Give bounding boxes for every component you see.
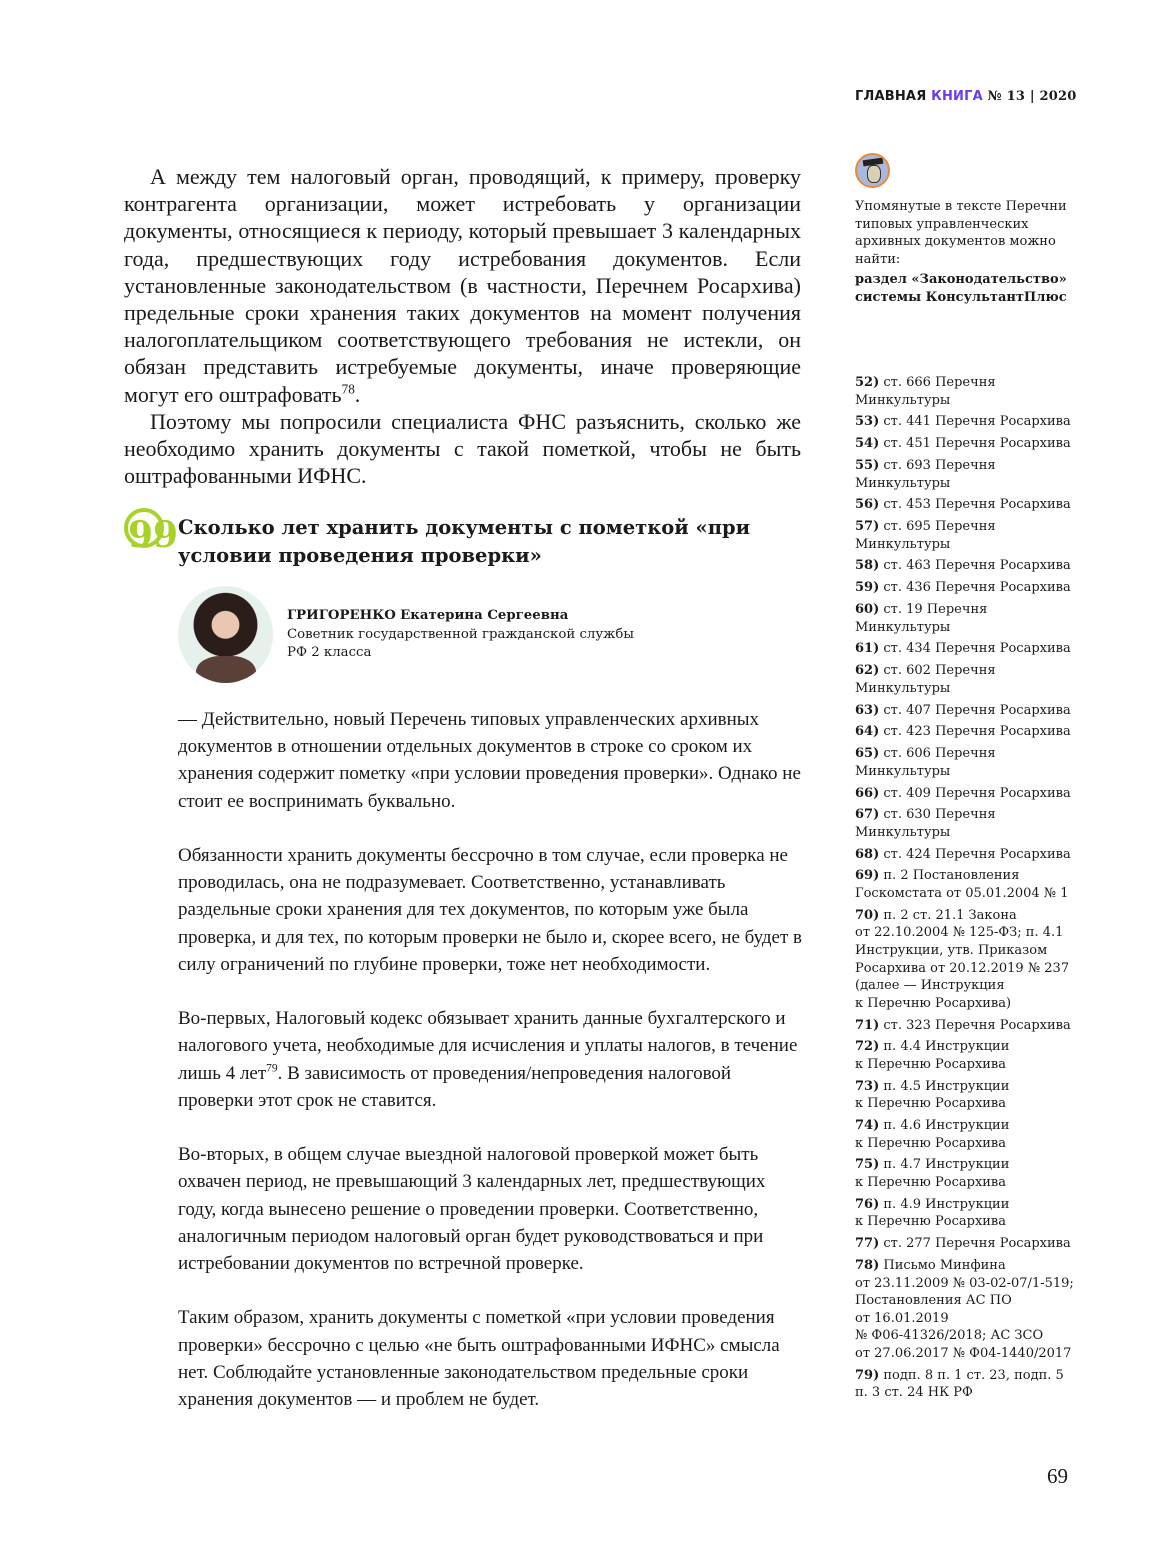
footnote [855, 1367, 1077, 1402]
footnote-text: п. 4.4 Инструкции к Перечню Росархива [855, 1039, 1010, 1072]
expert-info [287, 607, 647, 663]
footnote-number: 59) [855, 580, 880, 596]
footnote [855, 413, 1077, 431]
footnote-text: ст. 409 Перечня Росархива [883, 785, 1071, 801]
footnote-number: 69) [855, 868, 880, 884]
footnote-text: ст. 630 Перечня Минкультуры [855, 807, 996, 840]
paragraph: Поэтому мы попросили специалиста ФНС разъяснить, сколько же необходимо хранить документы с такой пометкой, чтобы не быть оштрафованными ИФНС. [124, 408, 801, 489]
footnote [855, 435, 1077, 453]
footnote [855, 662, 1077, 697]
footnote-text: п. 2 Постановления Госкомстата от 05.01.2004 № 1 [855, 868, 1069, 902]
answer-text: . В зависимость от проведения/непроведения налоговой проверки этот срок не ставится. [178, 1062, 732, 1111]
footnote-text: ст. 277 Перечня Росархива [883, 1236, 1071, 1252]
footnote-text: ст. 606 Перечня Минкультуры [855, 746, 996, 779]
footnote-ref[interactable]: 78 [341, 381, 355, 397]
expert-name: Екатерина Сергеевна [400, 608, 569, 623]
footnote [855, 907, 1077, 1013]
footnote [855, 1156, 1077, 1191]
footnote-text: п. 4.7 Инструкции к Перечню Росархива [855, 1157, 1010, 1191]
sidebar-note [855, 198, 1075, 306]
paragraph: А между тем налоговый орган, проводящий, к примеру, проверку контрагента организации, может истребовать у организации документы, относящиеся к периоду, который превышает 3 календарных года, предшествующих году истребования документов. Если установленные законодательством (в частности, Перечнем Росархива) предельные сроки хранения таких документов на момент получения налогоплательщиком соответствующего требования не истекли, он обязан представить истребуемые документы, иначе проверяющие могут его оштрафовать$^{78}$. [124, 164, 801, 407]
footnote-ref[interactable]: 79 [266, 1062, 278, 1075]
footnote [855, 723, 1077, 741]
footnote-number: 66) [855, 785, 880, 801]
issue-number: № 13 | 2020 [987, 89, 1077, 104]
footnote-text: подп. 8 п. 1 ст. 23, подп. 5 п. 3 ст. 24 НК РФ [855, 1367, 1064, 1401]
footnote-number: 58) [855, 558, 880, 574]
footnote-number: 56) [855, 497, 880, 513]
footnote [855, 702, 1077, 720]
footnote [855, 1196, 1077, 1231]
footnote-number: 53) [855, 414, 880, 430]
footnote-text: п. 4.5 Инструкции к Перечню Росархива [855, 1078, 1010, 1112]
footnote-text: ст. 666 Перечня Минкультуры [855, 375, 996, 408]
main-text [124, 163, 801, 489]
quote-icon: 99 [124, 508, 164, 548]
footnote-number: 68) [855, 846, 880, 862]
footnote-text: ст. 695 Перечня Минкультуры [855, 519, 996, 552]
footnote [855, 518, 1077, 553]
footnote [855, 640, 1077, 658]
footnote-number: 63) [855, 702, 880, 718]
footnote-number: 78) [855, 1258, 880, 1273]
footnote-number: 73) [855, 1078, 880, 1094]
footnote [855, 601, 1077, 636]
footnote-text: ст. 323 Перечня Росархива [883, 1017, 1071, 1033]
footnote [855, 579, 1077, 597]
footnote-number: 71) [855, 1017, 880, 1033]
footnote-text: Письмо Минфина от 23.11.2009 № 03-02-07/1-519; Постановления АС ПО от 16.01.2019 № Ф06-41326/2018; АС ЗСО от 27.06.2017 № Ф04-1440/2017 [855, 1258, 1074, 1361]
footnote-text: ст. 19 Перечня Минкультуры [855, 602, 988, 635]
footnote-text: ст. 453 Перечня Росархива [883, 497, 1071, 513]
footnote [855, 1017, 1077, 1035]
footnote-number: 76) [855, 1196, 880, 1212]
footnote-number: 72) [855, 1039, 880, 1055]
answer-paragraph: Обязанности хранить документы бессрочно в том случае, если проверка не проводилась, она не подразумевает. Соответственно, устанавливать раздельные сроки хранения для тех документов, по которым уже была проверка, и для тех, по которым проверки не было и, скорее всего, не будет в силу ограничений по глубине проверки, тоже нет необходимости. [178, 845, 803, 975]
interview-answer [178, 706, 802, 1440]
header-title-accent: КНИГА [931, 89, 983, 104]
footnote [855, 846, 1077, 864]
footnote [855, 806, 1077, 841]
footnote [855, 1257, 1077, 1363]
interview-title: Сколько лет хранить документы с пометкой «при условии проведения проверки» [178, 516, 751, 567]
footnote [855, 557, 1077, 575]
footnote-number: 52) [855, 375, 880, 390]
footnote [855, 745, 1077, 780]
answer-paragraph: — Действительно, новый Перечень типовых управленческих архивных документов в отношении отдельных документов в строке со сроком их хранения содержит пометку «при условии проведения проверки». Однако не стоит ее воспринимать буквально. [178, 709, 801, 812]
header-title: ГЛАВНАЯ [855, 89, 927, 104]
answer-paragraph: Таким образом, хранить документы с пометкой «при условии проведения проверки» бессрочно с целью «не быть оштрафованными ИФНС» смысла нет. Соблюдайте установленные законодательством предельные сроки хранения документов — и проблем не будет. [178, 1307, 780, 1411]
footnote [855, 457, 1077, 492]
footnote [855, 1038, 1077, 1073]
footnote [855, 1078, 1077, 1113]
footnote-text: ст. 407 Перечня Росархива [883, 702, 1071, 718]
answer-paragraph [178, 1005, 802, 1114]
footnote-text: ст. 436 Перечня Росархива [883, 580, 1071, 596]
footnote [855, 374, 1077, 409]
footnote-text: ст. 423 Перечня Росархива [883, 724, 1071, 740]
footnote-text: п. 4.6 Инструкции к Перечню Росархива [855, 1118, 1010, 1151]
footnote-number: 62) [855, 663, 880, 679]
footnote-number: 74) [855, 1118, 880, 1134]
footnote-number: 65) [855, 746, 880, 762]
footnote-text: ст. 434 Перечня Росархива [883, 641, 1071, 657]
footnote [855, 496, 1077, 514]
footnote [855, 867, 1077, 902]
footnote [855, 1117, 1077, 1152]
expert-position: Советник государственной гражданской службы РФ 2 класса [287, 626, 635, 660]
footnote-number: 77) [855, 1236, 880, 1252]
answer-text: Во-первых, Налоговый кодекс обязывает хранить данные бухгалтерского и налогового учета, необходимые для исчисления и уплаты налогов, в течение лишь 4 лет [178, 1008, 798, 1084]
paragraph-text: А между тем налоговый орган, проводящий, к примеру, проверку контрагента организации, может истребовать у организации документы, относящиеся к периоду, который превышает 3 календарных года, предшествующих году истребования документов. Если установленные законодательством (в частности, Перечнем Росархива) предельные сроки хранения таких документов на момент получения налогоплательщиком соответствующего требования не истекли, он обязан представить истребуемые документы, иначе проверяющие могут его оштрафовать [124, 164, 801, 407]
footnote-text: ст. 463 Перечня Росархива [883, 558, 1071, 574]
magazine-header [855, 89, 1077, 104]
expert-surname: ГРИГОРЕНКО [287, 608, 396, 623]
note-source: раздел «Законодательство» системы КонсультантПлюс [855, 272, 1067, 305]
footnote-number: 60) [855, 602, 880, 618]
footnote-number: 70) [855, 907, 880, 923]
footnote-number: 75) [855, 1157, 880, 1173]
note-text: Упомянутые в тексте Перечни типовых управленческих архивных документов можно найти: [855, 199, 1067, 267]
footnote-text: ст. 602 Перечня Минкультуры [855, 663, 996, 696]
answer-paragraph: Во-вторых, в общем случае выездной налоговой проверкой может быть охвачен период, не превышающий 3 календарных лет, предшествующих году, когда вынесено решение о проведении проверки. Соответственно, аналогичным периодом налоговый орган будет руководствоваться и при истребовании документов по встречной проверке. [178, 1144, 766, 1275]
footnote-number: 79) [855, 1367, 880, 1383]
footnote-text: ст. 693 Перечня Минкультуры [855, 457, 996, 491]
footnote-number: 54) [855, 436, 880, 452]
expert-photo [178, 586, 273, 683]
footnote-text: п. 4.9 Инструкции к Перечню Росархива [855, 1196, 1010, 1230]
footnote [855, 785, 1077, 803]
page-number: 69 [1047, 1464, 1068, 1488]
footnote-text: ст. 424 Перечня Росархива [883, 846, 1071, 862]
footnote-text: ст. 441 Перечня Росархива [883, 414, 1071, 430]
footnote-text: ст. 451 Перечня Росархива [883, 436, 1071, 452]
footnote-number: 61) [855, 641, 880, 657]
footnote-number: 57) [855, 519, 880, 535]
footnote-text: п. 2 ст. 21.1 Закона от 22.10.2004 № 125-ФЗ; п. 4.1 Инструкции, утв. Приказом Росархива от 20.12.2019 № 237 (далее — Инструкция к Перечню Росархива) [855, 907, 1070, 1011]
footnotes [855, 374, 1077, 1406]
footnote-number: 67) [855, 807, 880, 823]
footnote [855, 1235, 1077, 1253]
footnote-number: 55) [855, 457, 880, 473]
footnote-number: 64) [855, 724, 880, 740]
professor-icon [855, 153, 890, 188]
